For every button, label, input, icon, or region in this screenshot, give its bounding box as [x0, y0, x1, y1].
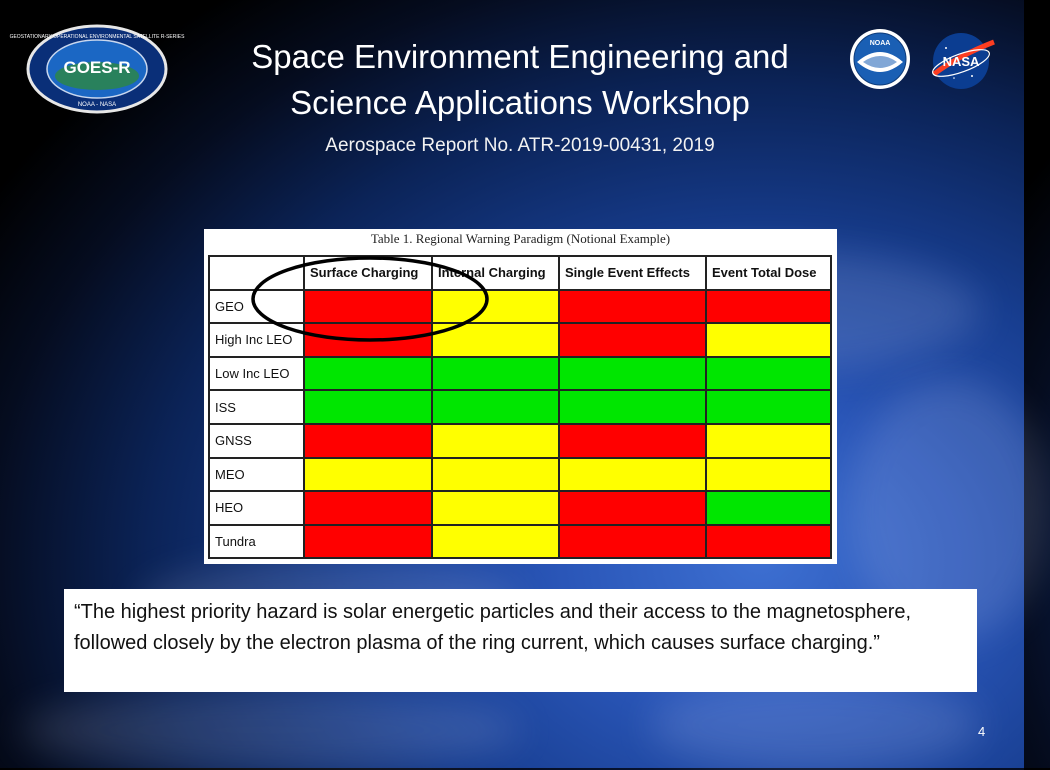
warning-cell-red [706, 525, 831, 559]
warning-cell-red [304, 290, 432, 324]
row-label: HEO [209, 491, 304, 525]
row-label: High Inc LEO [209, 323, 304, 357]
warning-cell-red [559, 323, 706, 357]
warning-cell-green [559, 390, 706, 424]
svg-text:GOES-R: GOES-R [63, 58, 131, 77]
row-label: ISS [209, 390, 304, 424]
table-corner-cell [209, 256, 304, 290]
warning-cell-red [559, 424, 706, 458]
warning-cell-red [559, 525, 706, 559]
warning-cell-yellow [432, 491, 559, 525]
slide-title-line-1: Space Environment Engineering and [251, 38, 789, 75]
earth-cloud [650, 680, 980, 770]
table-row [209, 458, 831, 492]
warning-cell-red [304, 491, 432, 525]
warning-cell-yellow [706, 323, 831, 357]
warning-cell-yellow [432, 424, 559, 458]
warning-cell-green [304, 390, 432, 424]
warning-cell-yellow [559, 458, 706, 492]
warning-cell-red [559, 290, 706, 324]
slide-title-block [210, 34, 830, 160]
column-header: Internal Charging [432, 256, 559, 290]
quote-box [64, 589, 977, 692]
regional-warning-table [208, 255, 832, 559]
warning-cell-red [304, 424, 432, 458]
warning-cell-red [304, 323, 432, 357]
warning-cell-green [432, 390, 559, 424]
warning-cell-yellow [706, 424, 831, 458]
earth-cloud [20, 690, 520, 770]
page-number: 4 [978, 724, 986, 739]
table-header-row [209, 256, 831, 290]
warning-cell-green [706, 357, 831, 391]
warning-cell-green [706, 491, 831, 525]
table-row [209, 424, 831, 458]
warning-cell-red [304, 525, 432, 559]
svg-text:NASA: NASA [942, 54, 980, 69]
row-label: Low Inc LEO [209, 357, 304, 391]
table-row [209, 290, 831, 324]
row-label: MEO [209, 458, 304, 492]
nasa-logo [928, 30, 998, 92]
quote-text: “The highest priority hazard is solar energetic particles and their access to the magnetosphere, followed closely by the electron plasma of the ring current, which causes surface charging.” [74, 601, 912, 654]
row-label: GNSS [209, 424, 304, 458]
table-row [209, 525, 831, 559]
warning-cell-yellow [304, 458, 432, 492]
warning-cell-green [706, 390, 831, 424]
row-label: Tundra [209, 525, 304, 559]
warning-cell-red [706, 290, 831, 324]
column-header: Surface Charging [304, 256, 432, 290]
warning-cell-yellow [432, 525, 559, 559]
row-label: GEO [209, 290, 304, 324]
regional-warning-table-panel [204, 229, 837, 564]
svg-text:GEOSTATIONARY OPERATIONAL ENVI: GEOSTATIONARY OPERATIONAL ENVIRONMENTAL SATELLITE R-SERIES [9, 34, 185, 40]
warning-cell-green [559, 357, 706, 391]
column-header: Event Total Dose [706, 256, 831, 290]
slide-subtitle: Aerospace Report No. ATR-2019-00431, 2019 [325, 135, 715, 156]
table-row [209, 323, 831, 357]
warning-cell-green [304, 357, 432, 391]
goes-r-logo [9, 24, 185, 114]
column-header: Single Event Effects [559, 256, 706, 290]
warning-cell-yellow [706, 458, 831, 492]
table-row [209, 357, 831, 391]
table-row [209, 491, 831, 525]
warning-cell-yellow [432, 323, 559, 357]
warning-cell-yellow [432, 290, 559, 324]
svg-text:NOAA - NASA: NOAA - NASA [77, 102, 117, 108]
table-row [209, 390, 831, 424]
svg-text:NOAA: NOAA [869, 40, 891, 47]
slide-title-line-2: Science Applications Workshop [290, 84, 750, 121]
warning-cell-yellow [432, 458, 559, 492]
warning-cell-red [559, 491, 706, 525]
warning-cell-green [432, 357, 559, 391]
table-body [209, 290, 831, 559]
noaa-logo [849, 28, 911, 90]
table-caption: Table 1. Regional Warning Paradigm (Notional Example) [370, 231, 671, 246]
